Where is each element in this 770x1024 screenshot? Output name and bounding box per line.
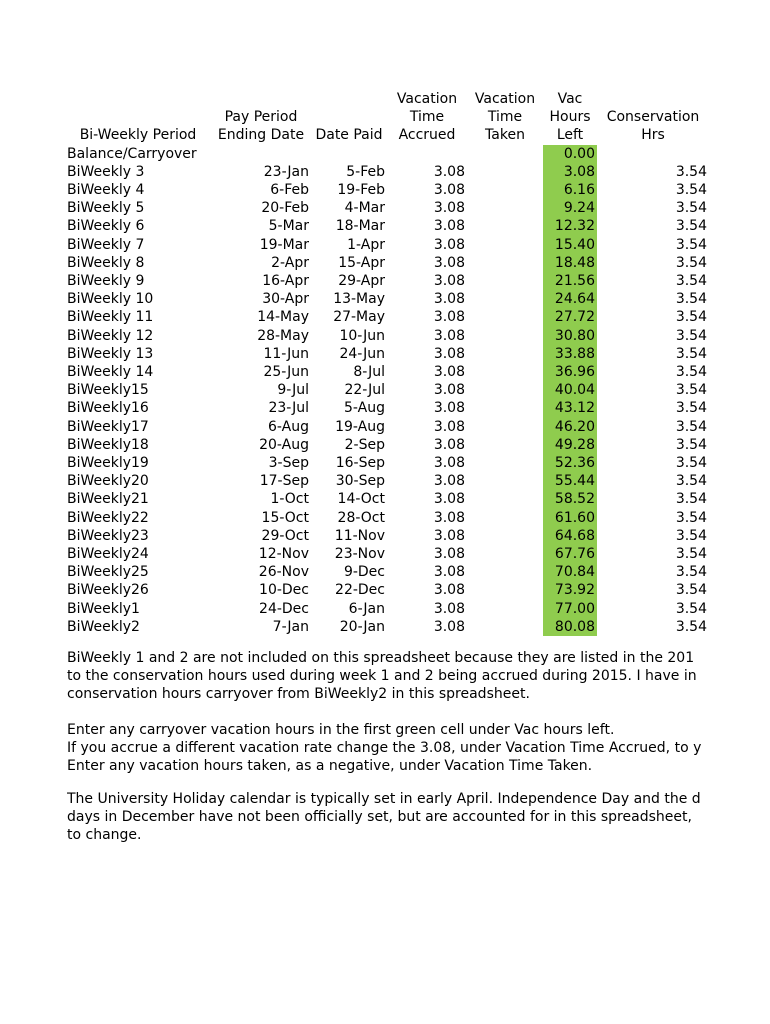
table-row: [65, 563, 709, 581]
taken-cell[interactable]: [467, 217, 543, 235]
period-cell: BiWeekly 4: [67, 182, 145, 199]
table-row: [65, 418, 709, 436]
hours-left-cell[interactable]: 24.64: [543, 290, 597, 308]
accrued-cell[interactable]: 3.08: [433, 291, 465, 308]
ending-date-cell[interactable]: 16-Apr: [262, 273, 309, 290]
header-cons-line1: Conservation: [606, 109, 700, 126]
ending-date-cell[interactable]: 29-Oct: [261, 527, 309, 544]
conservation-cell[interactable]: 3.54: [675, 473, 707, 490]
ending-date-cell[interactable]: 7-Jan: [272, 618, 309, 635]
period-cell: BiWeekly26: [67, 582, 149, 599]
date-paid-cell[interactable]: 13-May: [333, 291, 385, 308]
taken-cell[interactable]: [467, 163, 543, 181]
table-row: [65, 217, 709, 235]
header-left-line2: Hours: [549, 109, 591, 126]
taken-cell[interactable]: [467, 509, 543, 527]
date-paid-cell[interactable]: 23-Nov: [334, 546, 385, 563]
conservation-cell[interactable]: 3.54: [675, 418, 707, 435]
conservation-cell[interactable]: 3.54: [675, 291, 707, 308]
ending-date-cell[interactable]: 30-Apr: [262, 291, 309, 308]
header-ending-line2: Ending Date: [217, 127, 305, 144]
date-paid-cell[interactable]: 11-Nov: [334, 527, 385, 544]
period-cell: BiWeekly23: [67, 527, 149, 544]
conservation-cell[interactable]: 3.54: [675, 182, 707, 199]
table-row: [65, 327, 709, 345]
date-paid-cell[interactable]: 16-Sep: [335, 455, 385, 472]
header-period: [65, 90, 211, 145]
accrued-cell[interactable]: 3.08: [433, 309, 465, 326]
accrued-cell[interactable]: 3.08: [433, 491, 465, 508]
period-cell: BiWeekly18: [67, 436, 149, 453]
conservation-cell[interactable]: 3.54: [675, 345, 707, 362]
hours-left-cell[interactable]: 27.72: [543, 308, 597, 326]
taken-cell[interactable]: [467, 399, 543, 417]
header-left-line1: Vac: [557, 91, 583, 107]
header-conservation: [597, 90, 709, 145]
conservation-cell[interactable]: 3.54: [675, 455, 707, 472]
carryover-end[interactable]: [211, 145, 311, 163]
table-row: [65, 236, 709, 254]
header-period-line1: Bi-Weekly Period: [79, 127, 197, 144]
date-paid-cell[interactable]: 28-Oct: [337, 509, 385, 526]
note-line: If you accrue a different vacation rate change the 3.08, under Vacation Time Accrued, to y: [67, 740, 702, 756]
conservation-cell[interactable]: 3.54: [675, 564, 707, 581]
note-block-1: [67, 649, 767, 703]
taken-cell[interactable]: [467, 272, 543, 290]
table-header: [65, 90, 709, 145]
note-line: Enter any carryover vacation hours in the first green cell under Vac hours left.: [67, 722, 615, 738]
taken-cell[interactable]: [467, 454, 543, 472]
table-row: [65, 163, 709, 181]
table-row: [65, 254, 709, 272]
conservation-cell[interactable]: 3.54: [675, 436, 707, 453]
header-cons-line2: Hrs: [641, 127, 665, 144]
note-line: conservation hours carryover from BiWeekly2 in this spreadsheet.: [67, 686, 530, 702]
accrued-cell[interactable]: 3.08: [433, 273, 465, 290]
ending-date-cell[interactable]: 11-Jun: [263, 345, 309, 362]
carryover-paid[interactable]: [311, 145, 387, 163]
accrued-cell[interactable]: 3.08: [433, 418, 465, 435]
ending-date-cell[interactable]: 24-Dec: [259, 600, 309, 617]
taken-cell[interactable]: [467, 181, 543, 199]
accrued-cell[interactable]: 3.08: [433, 618, 465, 635]
taken-cell[interactable]: [467, 418, 543, 436]
table-row: [65, 618, 709, 636]
period-cell: BiWeekly 10: [67, 291, 154, 308]
period-cell: BiWeekly 13: [67, 345, 154, 362]
date-paid-cell[interactable]: 22-Jul: [344, 382, 385, 399]
ending-date-cell[interactable]: 14-May: [257, 309, 309, 326]
period-cell: BiWeekly22: [67, 509, 149, 526]
ending-date-cell[interactable]: 6-Feb: [270, 182, 309, 199]
header-taken-line2: Time: [487, 109, 523, 126]
conservation-cell[interactable]: 3.54: [675, 236, 707, 253]
conservation-cell[interactable]: 3.54: [675, 364, 707, 381]
taken-cell[interactable]: [467, 290, 543, 308]
date-paid-cell[interactable]: 8-Jul: [353, 364, 385, 381]
taken-cell[interactable]: [467, 363, 543, 381]
period-cell: BiWeekly2: [67, 618, 140, 635]
taken-cell[interactable]: [467, 436, 543, 454]
ending-date-cell[interactable]: 19-Mar: [259, 236, 309, 253]
period-cell: BiWeekly 14: [67, 364, 154, 381]
taken-cell[interactable]: [467, 563, 543, 581]
table-row: [65, 308, 709, 326]
ending-date-cell[interactable]: 23-Jan: [263, 163, 309, 180]
table-row: [65, 399, 709, 417]
period-cell: BiWeekly19: [67, 455, 149, 472]
taken-cell[interactable]: [467, 472, 543, 490]
accrued-cell[interactable]: 3.08: [433, 546, 465, 563]
hours-left-cell[interactable]: 64.68: [543, 527, 597, 545]
period-cell: BiWeekly 3: [67, 163, 145, 180]
period-cell: BiWeekly 8: [67, 254, 145, 271]
hours-left-cell[interactable]: 18.48: [543, 254, 597, 272]
date-paid-cell[interactable]: 2-Sep: [344, 436, 385, 453]
taken-cell[interactable]: [467, 527, 543, 545]
ending-date-cell[interactable]: 3-Sep: [268, 455, 309, 472]
date-paid-cell[interactable]: 29-Apr: [338, 273, 385, 290]
conservation-cell[interactable]: 3.54: [675, 309, 707, 326]
conservation-cell[interactable]: 3.54: [675, 509, 707, 526]
carryover-hours-left-cell[interactable]: 0.00: [543, 145, 597, 163]
taken-cell[interactable]: [467, 199, 543, 217]
accrued-cell[interactable]: 3.08: [433, 364, 465, 381]
hours-left-cell[interactable]: 73.92: [543, 581, 597, 599]
hours-left-cell[interactable]: 61.60: [543, 509, 597, 527]
date-paid-cell[interactable]: 30-Sep: [335, 473, 385, 490]
note-line: days in December have not been officially set, but are accounted for in this spreadsheet,: [67, 809, 692, 825]
hours-left-cell[interactable]: 36.96: [543, 363, 597, 381]
note-line: The University Holiday calendar is typically set in early April. Independence Day and the d: [67, 791, 701, 807]
hours-left-cell[interactable]: 40.04: [543, 381, 597, 399]
period-cell: BiWeekly1: [67, 600, 140, 617]
taken-cell[interactable]: [467, 345, 543, 363]
carryover-label: Balance/Carryover: [67, 145, 197, 162]
accrued-cell[interactable]: 3.08: [433, 436, 465, 453]
date-paid-cell[interactable]: 14-Oct: [337, 491, 385, 508]
date-paid-cell[interactable]: 5-Aug: [344, 400, 385, 417]
ending-date-cell[interactable]: 10-Dec: [259, 582, 309, 599]
conservation-cell[interactable]: 3.54: [675, 618, 707, 635]
header-ending-line1: Pay Period: [224, 109, 298, 126]
period-cell: BiWeekly 5: [67, 200, 145, 217]
period-cell: BiWeekly17: [67, 418, 149, 435]
header-left-line3: Left: [556, 127, 584, 144]
period-cell: BiWeekly 11: [67, 309, 154, 326]
period-cell: BiWeekly21: [67, 491, 149, 508]
table-row: [65, 545, 709, 563]
ending-date-cell[interactable]: 26-Nov: [258, 564, 309, 581]
table-row: [65, 436, 709, 454]
period-cell: BiWeekly 7: [67, 236, 145, 253]
taken-cell[interactable]: [467, 381, 543, 399]
carryover-cons[interactable]: [597, 145, 709, 163]
table-row: [65, 454, 709, 472]
hours-left-cell[interactable]: 30.80: [543, 327, 597, 345]
hours-left-cell[interactable]: 12.32: [543, 217, 597, 235]
date-paid-cell[interactable]: 15-Apr: [338, 254, 385, 271]
accrued-cell[interactable]: 3.08: [433, 218, 465, 235]
header-paid-line1: Date Paid: [315, 127, 383, 144]
hours-left-cell[interactable]: 49.28: [543, 436, 597, 454]
table-row: [65, 381, 709, 399]
ending-date-cell[interactable]: 2-Apr: [271, 254, 309, 271]
hours-left-cell[interactable]: 58.52: [543, 490, 597, 508]
hours-left-cell[interactable]: 77.00: [543, 600, 597, 618]
period-cell: BiWeekly24: [67, 546, 149, 563]
date-paid-cell[interactable]: 9-Dec: [343, 564, 385, 581]
conservation-cell[interactable]: 3.54: [675, 327, 707, 344]
conservation-cell[interactable]: 3.54: [675, 273, 707, 290]
table-row: [65, 472, 709, 490]
table-row: [65, 527, 709, 545]
ending-date-cell[interactable]: 9-Jul: [277, 382, 309, 399]
taken-cell[interactable]: [467, 254, 543, 272]
accrued-cell[interactable]: 3.08: [433, 509, 465, 526]
period-cell: BiWeekly25: [67, 564, 149, 581]
taken-cell[interactable]: [467, 545, 543, 563]
carryover-taken[interactable]: [467, 145, 543, 163]
hours-left-cell[interactable]: 33.88: [543, 345, 597, 363]
table-row: [65, 290, 709, 308]
period-cell: BiWeekly20: [67, 473, 149, 490]
conservation-cell[interactable]: 3.54: [675, 400, 707, 417]
table-row: [65, 181, 709, 199]
table-row: [65, 490, 709, 508]
header-taken-line1: Vacation: [474, 91, 536, 107]
conservation-cell[interactable]: 3.54: [675, 582, 707, 599]
hours-left-cell[interactable]: 43.12: [543, 399, 597, 417]
hours-left-cell[interactable]: 21.56: [543, 272, 597, 290]
table-row: [65, 581, 709, 599]
table-row: [65, 600, 709, 618]
table-row: [65, 509, 709, 527]
table-row: [65, 199, 709, 217]
taken-cell[interactable]: [467, 490, 543, 508]
accrued-cell[interactable]: 3.08: [433, 382, 465, 399]
ending-date-cell[interactable]: 6-Aug: [268, 418, 309, 435]
header-ending-date: [211, 90, 311, 145]
header-date-paid: [311, 90, 387, 145]
accrued-cell[interactable]: 3.08: [433, 400, 465, 417]
date-paid-cell[interactable]: 5-Feb: [346, 163, 385, 180]
header-taken: [467, 90, 543, 145]
ending-date-cell[interactable]: 12-Nov: [258, 546, 309, 563]
accrued-cell[interactable]: 3.08: [433, 473, 465, 490]
accrued-cell[interactable]: 3.08: [433, 200, 465, 217]
ending-date-cell[interactable]: 28-May: [257, 327, 309, 344]
carryover-row: [65, 145, 709, 163]
hours-left-cell[interactable]: 15.40: [543, 236, 597, 254]
conservation-cell[interactable]: 3.54: [675, 600, 707, 617]
period-cell: BiWeekly 12: [67, 327, 154, 344]
table-row: [65, 363, 709, 381]
taken-cell[interactable]: [467, 600, 543, 618]
table-row: [65, 345, 709, 363]
conservation-cell[interactable]: 3.54: [675, 546, 707, 563]
hours-left-cell[interactable]: 80.08: [543, 618, 597, 636]
conservation-cell[interactable]: 3.54: [675, 200, 707, 217]
accrued-cell[interactable]: 3.08: [433, 236, 465, 253]
ending-date-cell[interactable]: 15-Oct: [261, 509, 309, 526]
date-paid-cell[interactable]: 20-Jan: [339, 618, 385, 635]
ending-date-cell[interactable]: 5-Mar: [268, 218, 309, 235]
conservation-cell[interactable]: 3.54: [675, 218, 707, 235]
hours-left-cell[interactable]: 6.16: [543, 181, 597, 199]
table-row: [65, 272, 709, 290]
conservation-cell[interactable]: 3.54: [675, 527, 707, 544]
date-paid-cell[interactable]: 27-May: [333, 309, 385, 326]
date-paid-cell[interactable]: 19-Aug: [335, 418, 385, 435]
date-paid-cell[interactable]: 19-Feb: [337, 182, 385, 199]
header-hours-left: [543, 90, 597, 145]
period-cell: BiWeekly 6: [67, 218, 145, 235]
note-line: Enter any vacation hours taken, as a negative, under Vacation Time Taken.: [67, 758, 593, 774]
hours-left-cell[interactable]: 3.08: [543, 163, 597, 181]
period-cell: BiWeekly 9: [67, 273, 145, 290]
accrued-cell[interactable]: 3.08: [433, 600, 465, 617]
table-body: [65, 145, 709, 636]
accrued-cell[interactable]: 3.08: [433, 182, 465, 199]
note-line: to change.: [67, 827, 142, 843]
date-paid-cell[interactable]: 10-Jun: [339, 327, 385, 344]
date-paid-cell[interactable]: 1-Apr: [347, 236, 385, 253]
period-cell: BiWeekly16: [67, 400, 149, 417]
taken-cell[interactable]: [467, 308, 543, 326]
accrued-cell[interactable]: 3.08: [433, 345, 465, 362]
note-block-2: [67, 721, 767, 775]
ending-date-cell[interactable]: 23-Jul: [268, 400, 309, 417]
accrued-cell[interactable]: 3.08: [433, 455, 465, 472]
header-accrued: [387, 90, 467, 145]
hours-left-cell[interactable]: 9.24: [543, 199, 597, 217]
date-paid-cell[interactable]: 22-Dec: [335, 582, 385, 599]
note-line: to the conservation hours used during week 1 and 2 being accrued during 2015. I have in: [67, 668, 697, 684]
note-line: BiWeekly 1 and 2 are not included on this spreadsheet because they are listed in the 201: [67, 650, 695, 666]
period-cell: BiWeekly15: [67, 382, 149, 399]
header-accrued-line3: Accrued: [398, 127, 456, 144]
header-taken-line3: Taken: [485, 127, 525, 144]
ending-date-cell[interactable]: 20-Feb: [261, 200, 309, 217]
ending-date-cell[interactable]: 17-Sep: [259, 473, 309, 490]
header-accrued-line1: Vacation: [396, 91, 458, 107]
hours-left-cell[interactable]: 67.76: [543, 545, 597, 563]
accrued-cell[interactable]: 3.08: [433, 254, 465, 271]
hours-left-cell[interactable]: 70.84: [543, 563, 597, 581]
header-accrued-line2: Time: [409, 109, 445, 126]
accrued-cell[interactable]: 3.08: [433, 163, 465, 180]
accrued-cell[interactable]: 3.08: [433, 527, 465, 544]
date-paid-cell[interactable]: 4-Mar: [344, 200, 385, 217]
conservation-cell[interactable]: 3.54: [675, 491, 707, 508]
vacation-table: [65, 90, 709, 636]
ending-date-cell[interactable]: 25-Jun: [263, 364, 309, 381]
date-paid-cell[interactable]: 6-Jan: [348, 600, 385, 617]
accrued-cell[interactable]: 3.08: [433, 327, 465, 344]
ending-date-cell[interactable]: 1-Oct: [270, 491, 309, 508]
taken-cell[interactable]: [467, 327, 543, 345]
ending-date-cell[interactable]: 20-Aug: [259, 436, 309, 453]
taken-cell[interactable]: [467, 236, 543, 254]
conservation-cell[interactable]: 3.54: [675, 163, 707, 180]
conservation-cell[interactable]: 3.54: [675, 254, 707, 271]
carryover-accrued[interactable]: [387, 145, 467, 163]
hours-left-cell[interactable]: 46.20: [543, 418, 597, 436]
conservation-cell[interactable]: 3.54: [675, 382, 707, 399]
note-block-3: [67, 790, 767, 844]
hours-left-cell[interactable]: 55.44: [543, 472, 597, 490]
taken-cell[interactable]: [467, 581, 543, 599]
taken-cell[interactable]: [467, 618, 543, 636]
header-row: [65, 90, 709, 145]
date-paid-cell[interactable]: 24-Jun: [339, 345, 385, 362]
accrued-cell[interactable]: 3.08: [433, 564, 465, 581]
accrued-cell[interactable]: 3.08: [433, 582, 465, 599]
date-paid-cell[interactable]: 18-Mar: [335, 218, 385, 235]
hours-left-cell[interactable]: 52.36: [543, 454, 597, 472]
